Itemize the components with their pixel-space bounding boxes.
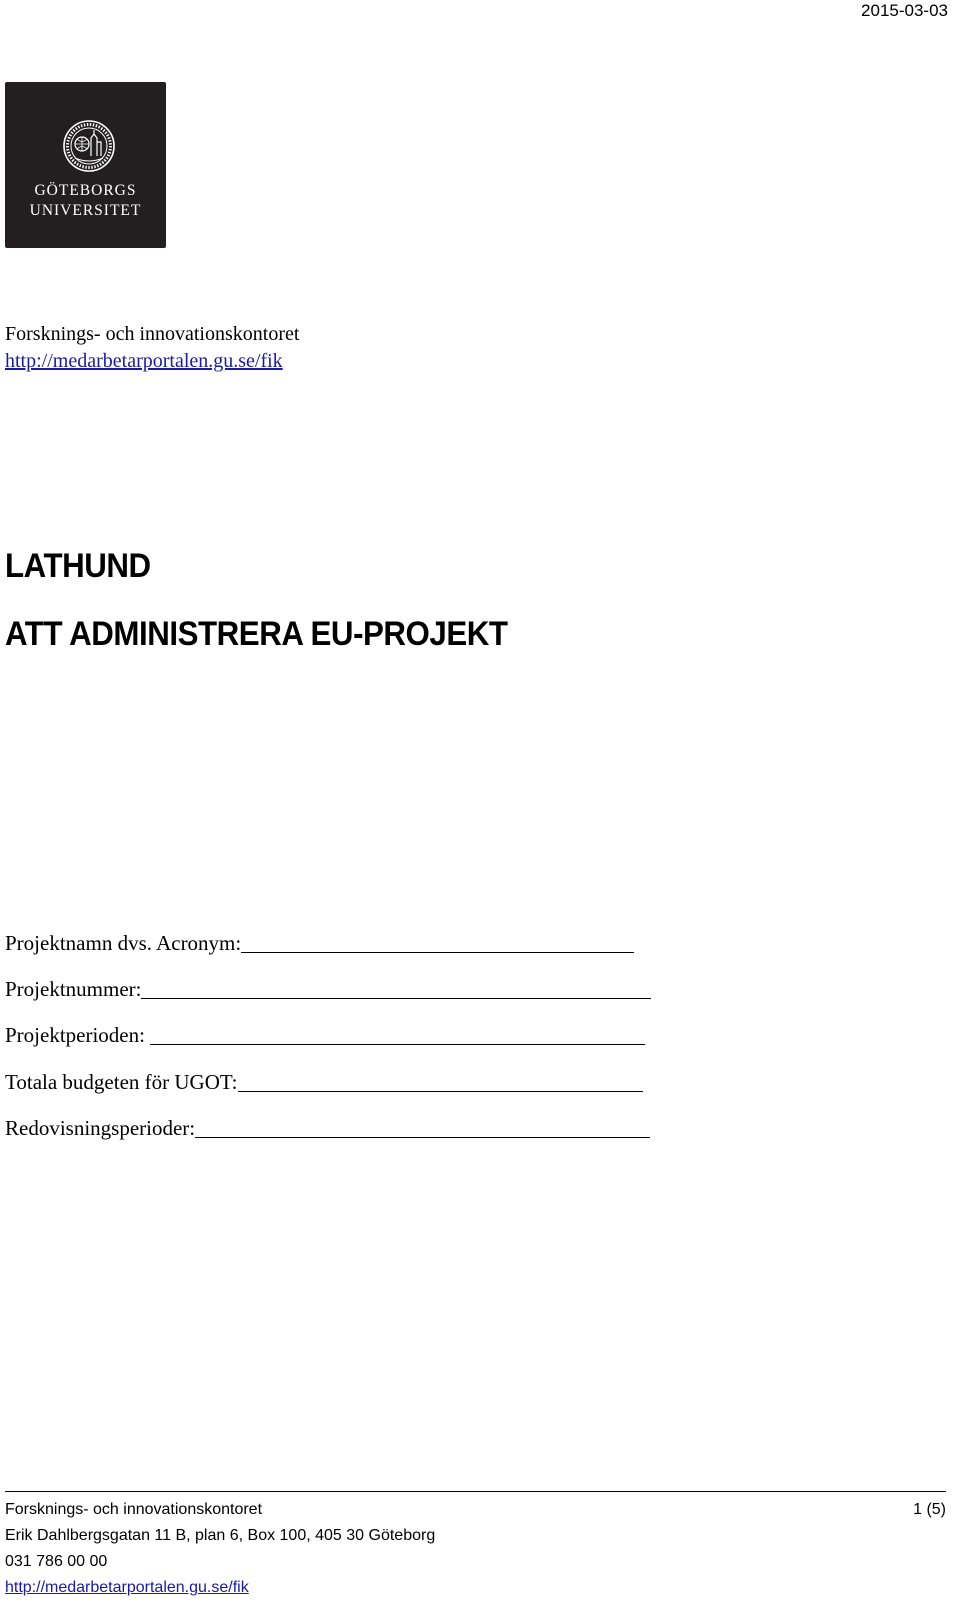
footer-divider xyxy=(5,1491,946,1492)
footer-phone: 031 786 00 00 xyxy=(5,1553,108,1570)
fill-in-line[interactable] xyxy=(141,976,651,999)
university-logo xyxy=(5,82,166,248)
office-block xyxy=(5,321,299,375)
field-label: Projektnamn dvs. Acronym: xyxy=(5,931,242,955)
header-date: 2015-03-03 xyxy=(861,1,948,20)
footer-page-number: 1 (5) xyxy=(913,1501,946,1518)
fill-in-line[interactable] xyxy=(150,1022,645,1045)
footer xyxy=(5,1497,946,1601)
document-title: LATHUND xyxy=(5,547,151,585)
office-link[interactable]: http://medarbetarportalen.gu.se/fik xyxy=(5,350,283,372)
footer-address: Erik Dahlbergsgatan 11 B, plan 6, Box 100, 405 30 Göteborg xyxy=(5,1527,436,1544)
fill-in-line[interactable] xyxy=(195,1115,650,1138)
university-seal-icon xyxy=(5,82,166,182)
field-reporting-periods xyxy=(5,1115,650,1140)
field-label: Projektnummer: xyxy=(5,977,142,1001)
field-label: Redovisningsperioder: xyxy=(5,1116,196,1140)
field-label: Projektperioden: xyxy=(5,1023,151,1047)
field-project-period xyxy=(5,1022,645,1047)
fill-in-line[interactable] xyxy=(238,1069,643,1092)
fill-in-line[interactable] xyxy=(241,930,634,953)
logo-text-goteborgs: GÖTEBORGS xyxy=(34,182,137,199)
footer-link[interactable]: http://medarbetarportalen.gu.se/fik xyxy=(5,1579,249,1596)
field-project-number xyxy=(5,976,651,1001)
document-subtitle: ATT ADMINISTRERA EU-PROJEKT xyxy=(5,615,508,653)
field-label: Totala budgeten för UGOT: xyxy=(5,1070,238,1094)
field-project-name xyxy=(5,930,634,955)
footer-office-name: Forsknings- och innovationskontoret xyxy=(5,1501,263,1518)
office-name: Forsknings- och innovationskontoret xyxy=(5,323,300,345)
logo-text-universitet: UNIVERSITET xyxy=(29,202,142,219)
field-total-budget xyxy=(5,1069,643,1094)
